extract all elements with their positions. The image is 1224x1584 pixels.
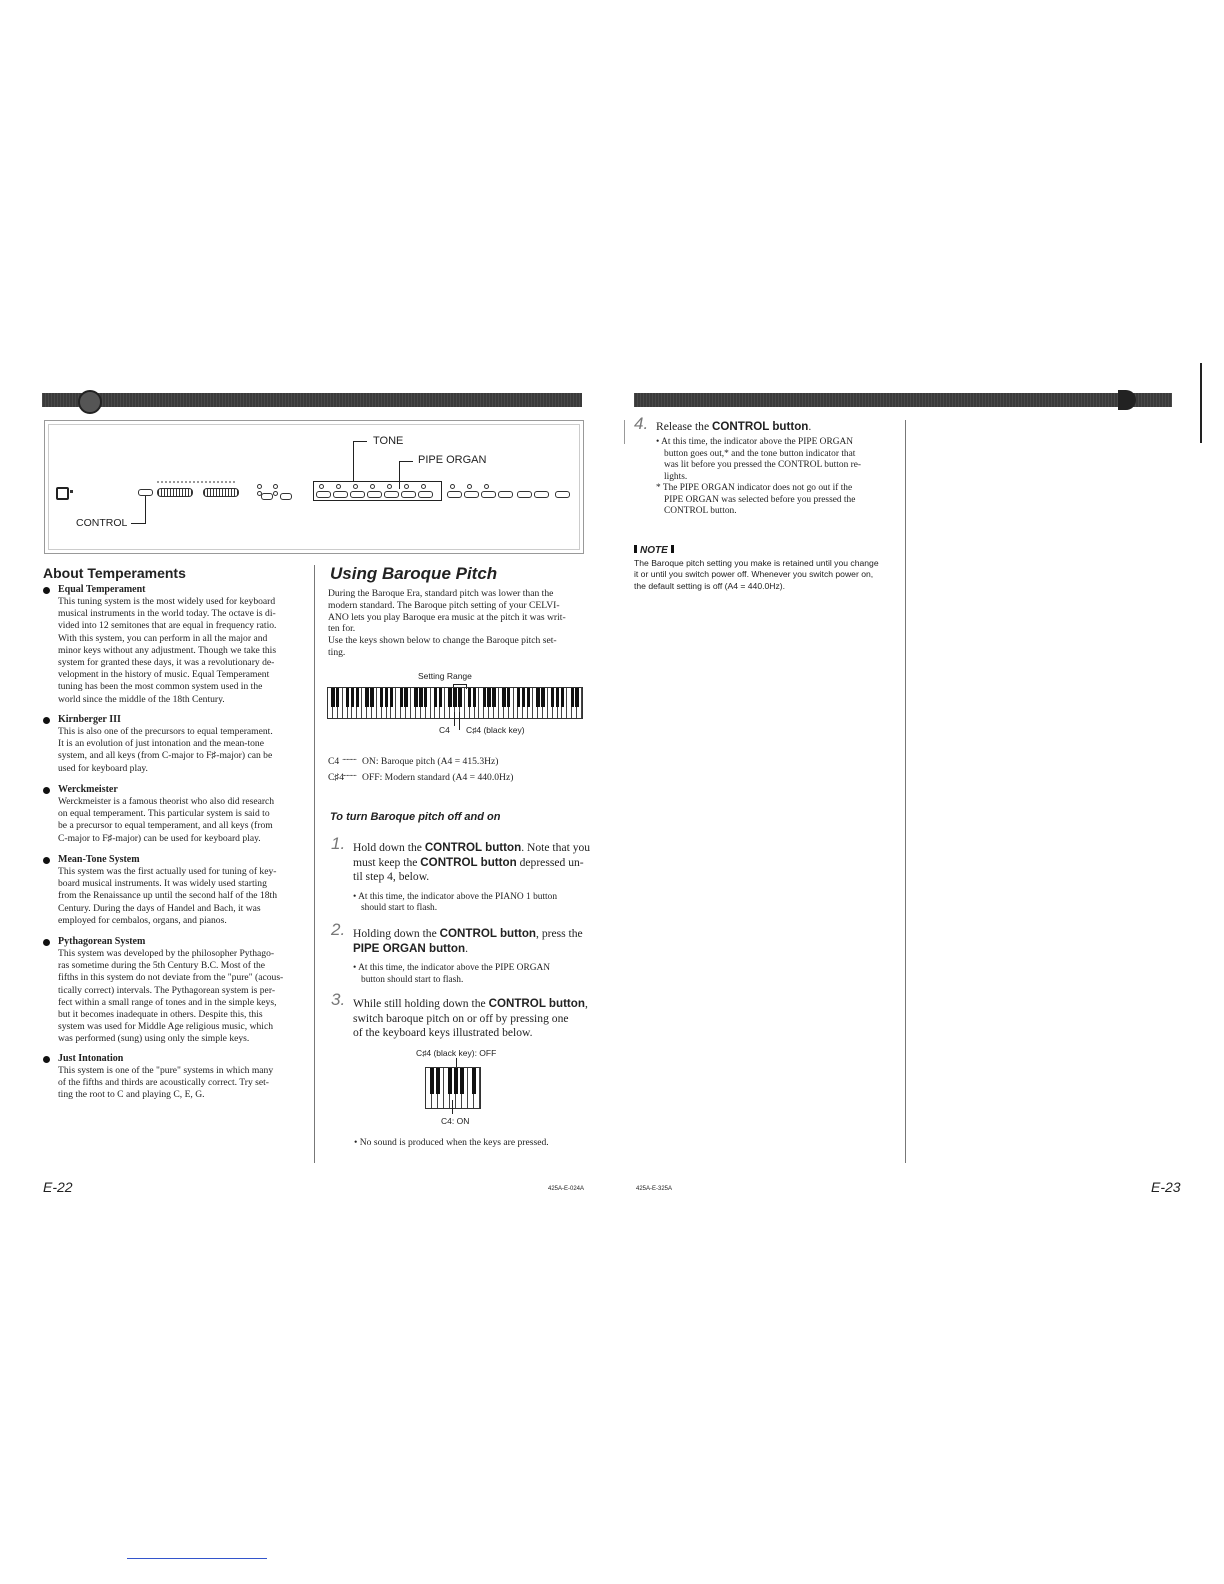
- text-line: vided into 12 semitones that are equal in frequency ratio.: [58, 620, 277, 632]
- tone-led: [353, 484, 358, 489]
- text-line: fifths in this system do not deviate from the "pure" (acous-: [58, 972, 284, 984]
- temperament-body: [58, 948, 303, 1046]
- black-key: [454, 1068, 458, 1094]
- left-doc-code: 425A-E-024A: [548, 1186, 585, 1192]
- bullet-dot: [43, 787, 50, 794]
- cluster-led-4: [273, 491, 278, 496]
- text-run: , press the: [536, 927, 583, 940]
- tone-button: [367, 491, 382, 498]
- text-run: of the keyboard keys illustrated below.: [353, 1026, 533, 1039]
- right-header-band: [634, 393, 1172, 407]
- black-key: [390, 688, 393, 707]
- tone-button: [350, 491, 365, 498]
- temperament-title: Mean-Tone System: [58, 854, 140, 865]
- text-line: [353, 927, 589, 942]
- text-line: Use the keys shown below to change the Baroque pitch set-: [328, 635, 557, 647]
- function-led: [450, 484, 455, 489]
- temperament-title: Equal Temperament: [58, 584, 146, 595]
- text-line: This system was the first actually used for tuning of key-: [58, 866, 277, 877]
- cluster-led-3: [273, 484, 278, 489]
- black-key: [551, 688, 554, 707]
- text-line: minor keys without any adjustment. Though we take this: [58, 644, 277, 656]
- black-key: [522, 688, 525, 707]
- no-sound-note: • No sound is produced when the keys are pressed.: [354, 1137, 549, 1148]
- black-key: [556, 688, 559, 707]
- black-key: [336, 688, 339, 707]
- text-line: ting the root to C and playing C, E, G.: [58, 1089, 205, 1101]
- text-run: switch baroque pitch on or off by pressing one: [353, 1011, 569, 1025]
- record-button: [517, 491, 532, 498]
- step-number: 3.: [331, 990, 346, 1009]
- small-kb-bottom-marker: [452, 1100, 453, 1114]
- note-bar-left: [634, 545, 637, 553]
- step-text: [353, 927, 589, 956]
- text-run: .: [808, 420, 812, 433]
- baroque-subheading: To turn Baroque pitch off and on: [330, 811, 501, 823]
- text-line: This is also one of the precursors to equal temperament.: [58, 726, 273, 737]
- text-run: . Note that you: [521, 841, 591, 854]
- text-line: This tuning system is the most widely used for keyboard: [58, 596, 276, 607]
- black-key: [561, 688, 564, 707]
- text-line: [353, 1012, 589, 1027]
- text-line: tically correct) intervals. The Pythagorean system is per-: [58, 984, 276, 996]
- black-key: [404, 688, 407, 707]
- text-line: tuning has been the most common system used in the: [58, 681, 263, 693]
- control-label: CONTROL: [76, 517, 128, 529]
- black-key: [472, 1068, 476, 1094]
- column-divider-left: [314, 565, 315, 1163]
- step-number: 1.: [331, 834, 346, 853]
- c4-label: C4: [439, 725, 450, 735]
- bottom-underline: [127, 1558, 267, 1559]
- tone-leader-horizontal: [353, 441, 367, 442]
- black-key: [536, 688, 539, 707]
- black-key: [380, 688, 383, 707]
- text-line: should start to flash.: [361, 903, 438, 913]
- text-line: The Baroque pitch setting you make is retained until you change: [634, 558, 879, 568]
- pipe-organ-leader-horizontal: [399, 461, 413, 462]
- text-line: employed for cembalos, organs, and pianos.: [58, 914, 227, 926]
- small-kb-bottom-label: C4: ON: [441, 1116, 470, 1126]
- text-run: ,: [584, 997, 588, 1010]
- text-line: musical instruments in the world today. The octave is di-: [58, 608, 276, 620]
- left-page-number: E-22: [43, 1179, 73, 1195]
- text-line: C-major to F♯-major) can be used for keyboard play.: [58, 832, 261, 844]
- small-keyboard: [425, 1067, 481, 1109]
- text-line: [353, 942, 589, 957]
- bullet-dot: [43, 857, 50, 864]
- text-run: Holding down the: [353, 927, 440, 940]
- legend-dots: ..........: [342, 768, 356, 779]
- play-button: [534, 491, 549, 498]
- text-run: depressed un-: [516, 855, 584, 869]
- step-note: [353, 963, 550, 986]
- pipe-organ-leader-vertical: [399, 461, 400, 489]
- left-header-band: [42, 393, 582, 407]
- cluster-button-2: [280, 493, 292, 500]
- pipe-organ-label: PIPE ORGAN: [418, 454, 487, 466]
- bullet-dot: [43, 587, 50, 594]
- black-key: [400, 688, 403, 707]
- black-key: [419, 688, 422, 707]
- function-button: [498, 491, 513, 498]
- text-run: While still holding down the: [353, 997, 489, 1010]
- step-note: [353, 892, 557, 915]
- black-key: [439, 688, 442, 707]
- step-4-notes: [656, 437, 896, 518]
- legend-row: [328, 752, 584, 768]
- black-key: [541, 688, 544, 707]
- function-button: [447, 491, 462, 498]
- baroque-intro: [328, 588, 584, 659]
- power-button: [56, 487, 69, 500]
- text-line: • At this time, the indicator above the PIPE ORGAN: [353, 963, 551, 973]
- c4-marker: [454, 712, 455, 726]
- text-line: [353, 997, 589, 1012]
- note-body: [634, 558, 894, 592]
- temperament-body: [58, 596, 303, 706]
- tone-button: [333, 491, 348, 498]
- control-leader-foot: [131, 523, 146, 524]
- text-line: system was used for Middle Age religious music, which: [58, 1021, 274, 1033]
- black-key: [507, 688, 510, 707]
- text-line: CONTROL button.: [664, 506, 737, 516]
- setting-range-label: Setting Range: [418, 671, 472, 681]
- text-line: • At this time, the indicator above the PIANO 1 button: [353, 891, 558, 902]
- function-led: [467, 484, 472, 489]
- black-key: [460, 1068, 464, 1094]
- black-key: [370, 688, 373, 707]
- text-line: * The PIPE ORGAN indicator does not go out if the: [656, 483, 853, 493]
- legend-row: [328, 768, 584, 784]
- black-key: [351, 688, 354, 707]
- text-line: [353, 841, 589, 856]
- text-line: With this system, you can perform in all the major and: [58, 632, 268, 644]
- black-key: [527, 688, 530, 707]
- text-line: on equal temperament. This particular system is said to: [58, 808, 270, 820]
- note-bar-right: [671, 545, 674, 553]
- black-key: [487, 688, 490, 707]
- bold-term: CONTROL button: [488, 997, 585, 1010]
- tone-button: [418, 491, 433, 498]
- black-key: [331, 688, 334, 707]
- black-key: [424, 688, 427, 707]
- text-line: Century. During the days of Handel and Bach, it was: [58, 902, 261, 914]
- text-line: It is an evolution of just intonation and the mean-tone: [58, 738, 264, 750]
- text-line: ting.: [328, 646, 346, 658]
- text-line: board musical instruments. It was widely used starting: [58, 878, 267, 890]
- cluster-button-1: [261, 493, 273, 500]
- tone-led: [336, 484, 341, 489]
- tone-button: [384, 491, 399, 498]
- tone-led: [370, 484, 375, 489]
- c4sharp-marker: [459, 712, 460, 730]
- text-line: used for keyboard play.: [58, 762, 148, 774]
- text-run: Release the: [656, 420, 713, 433]
- small-kb-top-label: C♯4 (black key): OFF: [416, 1048, 497, 1058]
- black-key: [575, 688, 578, 707]
- temperament-body: [58, 866, 303, 927]
- temperament-body: [58, 726, 303, 775]
- tempo-slider: [203, 488, 239, 497]
- black-key: [492, 688, 495, 707]
- text-line: be a precursor to equal temperament, and all keys (from: [58, 820, 273, 832]
- text-line: This system was developed by the philosopher Pythago-: [58, 948, 275, 959]
- pitch-legend: [328, 752, 584, 784]
- cluster-led-1: [257, 484, 262, 489]
- text-line: [353, 1026, 589, 1041]
- tone-label: TONE: [373, 435, 404, 447]
- black-key: [458, 688, 461, 707]
- step-number: 2.: [331, 920, 346, 939]
- right-edge-line: [1200, 363, 1202, 443]
- temperament-title: Just Intonation: [58, 1053, 124, 1064]
- black-key: [502, 688, 505, 707]
- text-line: • At this time, the indicator above the PIPE ORGAN: [656, 437, 854, 447]
- legend-key: C♯4: [328, 772, 344, 783]
- temperament-title: Pythagorean System: [58, 936, 146, 947]
- pipe-organ-button: [401, 491, 416, 498]
- black-key: [356, 688, 359, 707]
- text-line: lights.: [664, 471, 688, 482]
- baroque-heading: Using Baroque Pitch: [330, 564, 498, 583]
- black-key: [436, 1068, 440, 1094]
- text-line: ras sometime during the 5th Century B.C. Most of the: [58, 960, 266, 972]
- right-header-ornament: [1118, 390, 1136, 410]
- black-key: [448, 1068, 452, 1094]
- text-line: ANO lets you play Baroque era music at the pitch it was writ-: [328, 611, 566, 623]
- right-page-number: E-23: [1151, 1179, 1181, 1195]
- step-4-text: [656, 419, 811, 434]
- bullet-dot: [43, 717, 50, 724]
- text-run: must keep the: [353, 855, 421, 869]
- text-line: [353, 870, 589, 885]
- legend-key: C4: [328, 756, 340, 767]
- legend-text: OFF: Modern standard (A4 = 440.0Hz): [362, 772, 514, 783]
- step-4-number: 4.: [634, 414, 649, 433]
- legend-text: ON: Baroque pitch (A4 = 415.3Hz): [362, 756, 499, 767]
- step-text: [353, 841, 589, 885]
- black-key: [468, 688, 471, 707]
- black-key: [483, 688, 486, 707]
- black-key: [473, 688, 476, 707]
- text-line: fect within a small range of tones and in the simple keys,: [58, 996, 277, 1008]
- text-line: of the fifths and thirds are acoustically correct. Try set-: [58, 1077, 270, 1089]
- function-button: [481, 491, 496, 498]
- left-header-ornament: [78, 390, 102, 414]
- black-key: [453, 688, 456, 707]
- tone-leader-vertical: [353, 441, 354, 481]
- black-key: [365, 688, 368, 707]
- text-line: system, and all keys (from C-major to F♯-major) can be: [58, 750, 273, 762]
- tone-button: [316, 491, 331, 498]
- text-line: world since the middle of the 18th Century.: [58, 693, 225, 705]
- text-line: ten for.: [328, 623, 356, 635]
- black-key: [517, 688, 520, 707]
- text-line: from the Renaissance up until the second half of the 18th: [58, 890, 277, 902]
- bold-term: CONTROL button: [712, 420, 809, 433]
- note-heading: [634, 545, 674, 556]
- text-line: but it becomes inadequate in others. Despite this, this: [58, 1009, 263, 1021]
- text-line: was performed (sung) using only the simple keys.: [58, 1033, 250, 1045]
- slider-captions: [157, 481, 237, 483]
- column-divider-right: [905, 420, 906, 1163]
- text-line: it or until you switch power off. Whenever you switch power on,: [634, 569, 874, 580]
- full-keyboard: [327, 687, 583, 719]
- tone-led: [421, 484, 426, 489]
- text-line: modern standard. The Baroque pitch setting of your CELVI-: [328, 599, 560, 611]
- column-divider-right-page-left: [624, 420, 625, 444]
- about-heading: About Temperaments: [43, 565, 186, 581]
- black-key: [448, 688, 451, 707]
- control-leader-line: [145, 496, 146, 524]
- step-text: [353, 997, 589, 1041]
- text-line: [353, 856, 589, 871]
- bold-term: CONTROL button: [439, 927, 537, 940]
- temperament-body: [58, 796, 303, 845]
- tone-led: [387, 484, 392, 489]
- power-indicator: [70, 490, 73, 493]
- text-line: Werckmeister is a famous theorist who also did research: [58, 796, 275, 807]
- control-panel-diagram: [44, 420, 584, 554]
- temperament-title: Werckmeister: [58, 784, 118, 795]
- bold-term: PIPE ORGAN button: [353, 941, 466, 955]
- function-button: [464, 491, 479, 498]
- black-key: [571, 688, 574, 707]
- bold-term: CONTROL button: [420, 855, 517, 869]
- text-line: PIPE ORGAN was selected before you pressed the: [664, 494, 856, 505]
- demo-button: [555, 491, 570, 498]
- text-line: button should start to flash.: [361, 974, 464, 985]
- black-key: [414, 688, 417, 707]
- black-key: [434, 688, 437, 707]
- note-heading-text: NOTE: [640, 545, 668, 556]
- c4sharp-label: C♯4 (black key): [466, 725, 525, 735]
- legend-dots: ..........: [342, 752, 356, 763]
- tone-led: [319, 484, 324, 489]
- bullet-dot: [43, 1056, 50, 1063]
- text-line: velopment in the history of music. Equal Temperament: [58, 669, 270, 681]
- text-line: system for granted these days, it was a revolutionary de-: [58, 657, 275, 669]
- bold-term: CONTROL button: [424, 841, 522, 854]
- right-doc-code: 425A-E-325A: [636, 1186, 673, 1192]
- text-line: This system is one of the "pure" systems in which many: [58, 1065, 274, 1076]
- bullet-dot: [43, 939, 50, 946]
- text-run: .: [465, 941, 468, 955]
- tone-led: [404, 484, 409, 489]
- black-key: [430, 1068, 434, 1094]
- control-button-shape: [138, 489, 153, 496]
- temperament-body: [58, 1065, 303, 1102]
- text-run: Hold down the: [353, 841, 425, 854]
- function-led: [484, 484, 489, 489]
- black-key: [385, 688, 388, 707]
- text-line: During the Baroque Era, standard pitch was lower than the: [328, 588, 554, 599]
- text-line: was lit before you pressed the CONTROL button re-: [664, 460, 862, 470]
- black-key: [346, 688, 349, 707]
- text-run: til step 4, below.: [353, 870, 430, 883]
- text-line: button goes out,* and the tone button indicator that: [664, 448, 856, 459]
- volume-slider: [157, 488, 193, 497]
- temperament-title: Kirnberger III: [58, 714, 121, 725]
- text-line: the default setting is off (A4 = 440.0Hz).: [634, 580, 786, 591]
